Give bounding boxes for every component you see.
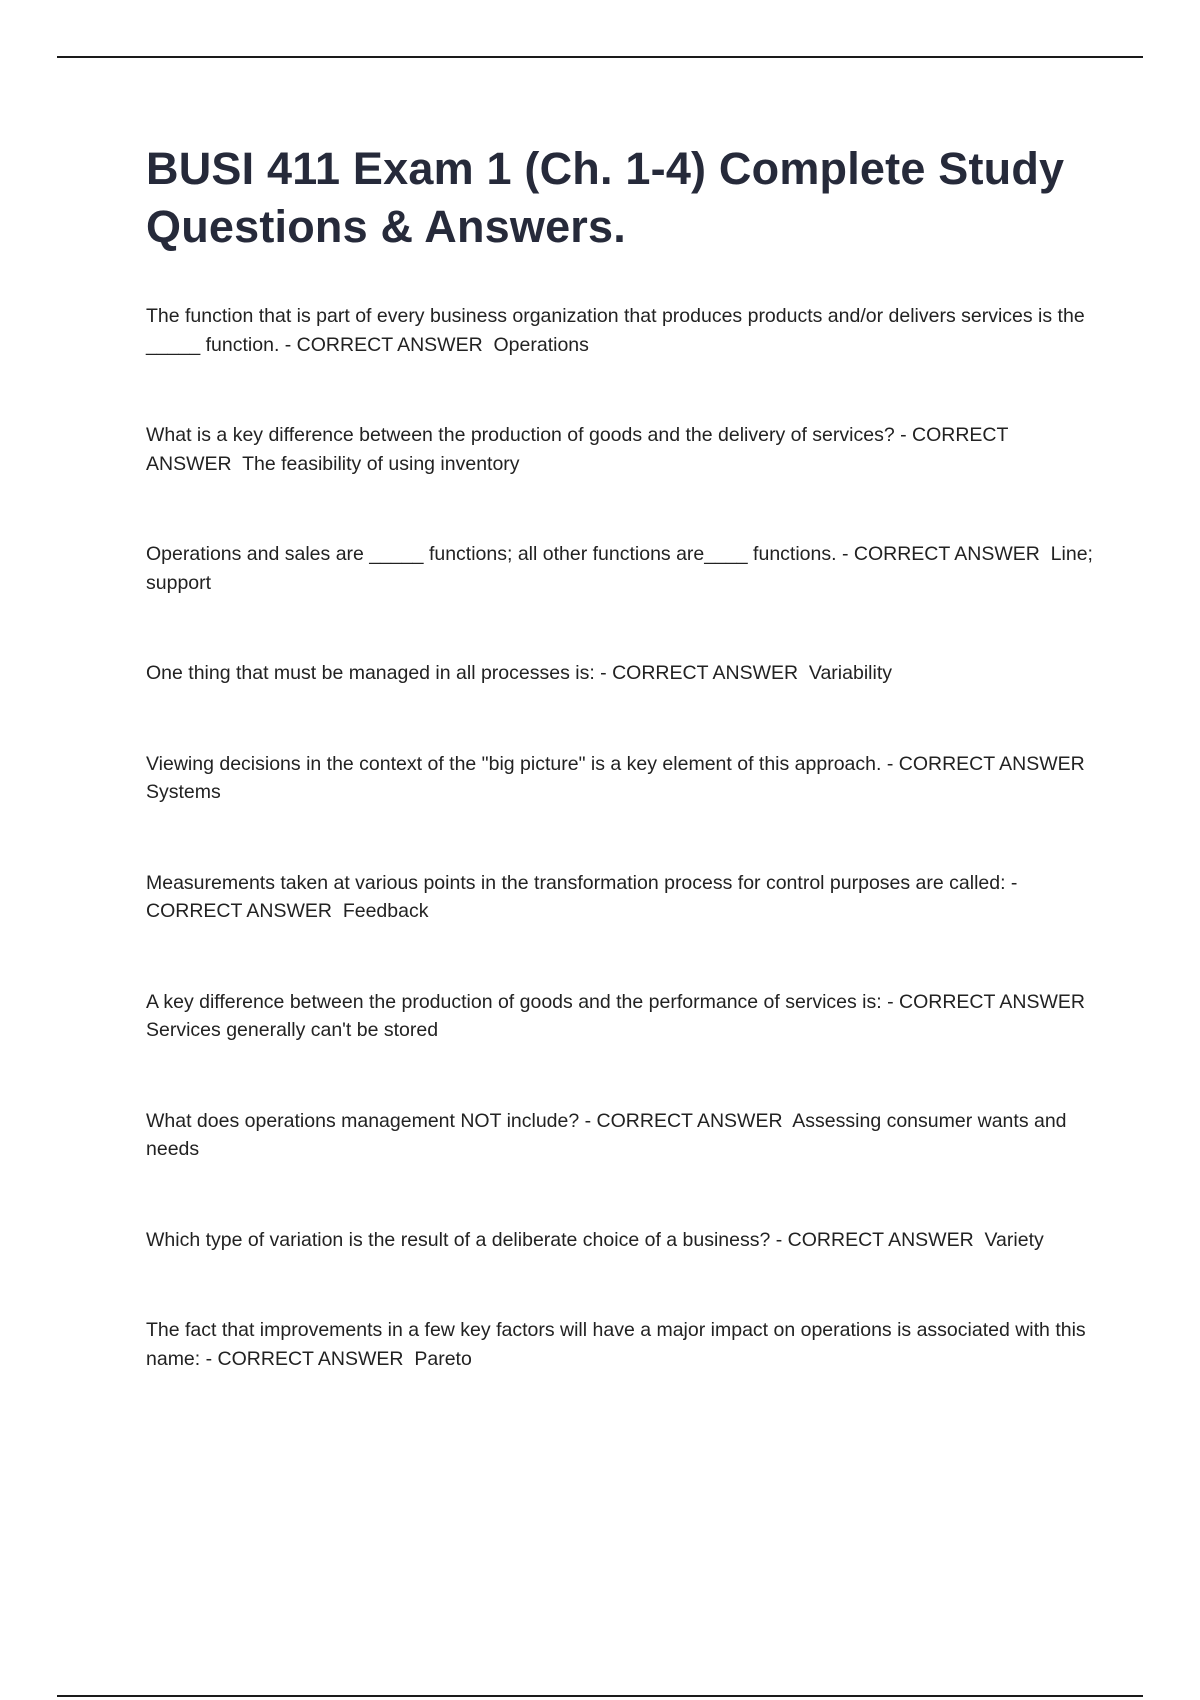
qa-item: One thing that must be managed in all processes is: - CORRECT ANSWER Variability [146,662,892,684]
qa-item: A key difference between the production of goods and the performance of services is: - CORRECT ANSWER Services generally can't be stored [146,990,1096,1041]
qa-item: What does operations management NOT include? - CORRECT ANSWER Assessing consumer wants and needs [146,1109,1072,1160]
qa-item: What is a key difference between the production of goods and the delivery of services? - CORRECT ANSWER The feasibility of using inventory [146,424,1013,475]
qa-item: Which type of variation is the result of a deliberate choice of a business? - CORRECT ANSWER Variety [146,1228,1044,1251]
qa-item: The fact that improvements in a few key factors will have a major impact on operations is associated with this name: - CORRECT ANSWER Pareto [146,1319,1092,1370]
qa-list [146,302,1099,1373]
qa-item: Measurements taken at various points in the transformation process for control purposes are called: - CORRECT ANSWER Feedback [146,871,1023,922]
top-rule [57,56,1143,58]
document-page [146,140,1099,1435]
bottom-rule [57,1695,1143,1697]
qa-item: Operations and sales are _____ functions; all other functions are____ functions. - CORRECT ANSWER Line; support [146,543,1099,594]
qa-item: The function that is part of every business organization that produces products and/or delivers services is the _____ function. - CORRECT ANSWER Operations [146,305,1091,356]
qa-item: Viewing decisions in the context of the "big picture" is a key element of this approach. - CORRECT ANSWER Systems [146,752,1096,803]
document-title: BUSI 411 Exam 1 (Ch. 1-4) Complete Study Questions & Answers. [146,143,1065,252]
